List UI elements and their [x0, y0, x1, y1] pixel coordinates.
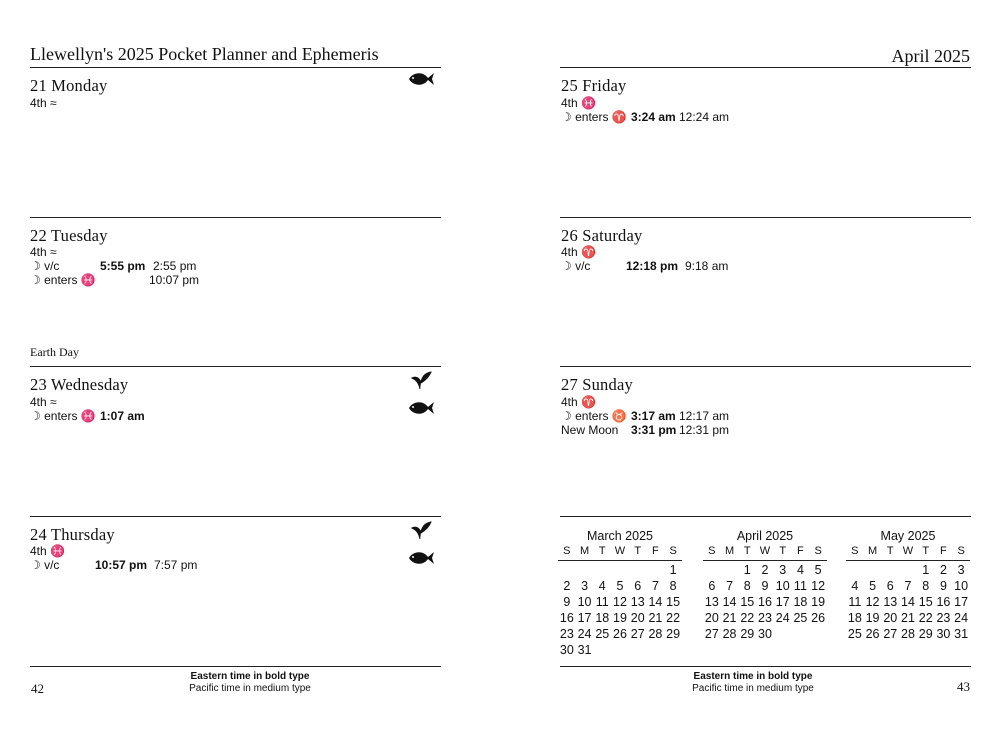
- weekday-label: T: [598, 545, 606, 557]
- weekday-header: [703, 544, 827, 559]
- calendar-day: 13: [883, 594, 898, 609]
- event-label: ☽ v/c: [30, 558, 60, 572]
- calendar-day: 19: [811, 594, 826, 609]
- footer-eastern-note: Eastern time in bold type: [190, 671, 310, 682]
- calendar-day: 7: [726, 578, 734, 593]
- calendar-day: 15: [740, 594, 755, 609]
- calendar-day: 22: [918, 610, 933, 625]
- mini-calendar-march: [558, 528, 682, 657]
- moon-phase-25: 4th ♓: [561, 96, 596, 110]
- calendar-day: 8: [669, 578, 677, 593]
- weekday-label: T: [886, 545, 894, 557]
- calendar-rule: [703, 560, 827, 561]
- pacific-time: 12:17 am: [679, 409, 730, 423]
- event-label: ☽ enters ♉: [561, 409, 627, 423]
- calendar-day: 21: [648, 610, 663, 625]
- calendar-day: 12: [613, 594, 627, 609]
- weekday-label: S: [708, 545, 716, 557]
- weekday-label: W: [902, 545, 914, 557]
- calendar-day: 13: [704, 594, 719, 609]
- pacific-time: 2:55 pm: [153, 259, 197, 273]
- calendar-day: [864, 563, 882, 578]
- calendar-day: 18: [595, 610, 610, 625]
- day-rule-22: [30, 217, 441, 218]
- page-number-right: 43: [957, 679, 970, 694]
- pacific-time: 12:31 pm: [679, 423, 730, 437]
- calendar-day: 9: [939, 578, 947, 593]
- day-title-22-tuesday: 22 Tuesday: [30, 226, 108, 245]
- calendar-day: 30: [936, 626, 951, 641]
- calendar-day: 5: [616, 578, 624, 593]
- weekday-label: S: [851, 545, 859, 557]
- calendar-day: 3: [957, 562, 965, 577]
- calendar-day: 4: [598, 578, 606, 593]
- calendar-day: 26: [613, 626, 627, 641]
- pacific-time: 12:24 am: [679, 110, 730, 124]
- eastern-time: 10:57 pm: [95, 558, 148, 572]
- calendar-day: 21: [901, 610, 915, 625]
- calendar-day: 5: [814, 562, 822, 577]
- calendar-day: 16: [936, 594, 951, 609]
- day-title-27-sunday: 27 Sunday: [561, 375, 633, 394]
- calendar-day: 12: [811, 578, 826, 593]
- moon-phase-26: 4th ♈: [561, 245, 596, 259]
- calendar-day: 14: [648, 594, 663, 609]
- event-label: ☽ v/c: [30, 259, 60, 273]
- calendar-day: 24: [577, 626, 592, 641]
- pacific-time: 7:57 pm: [154, 558, 198, 572]
- eastern-time: 3:24 am: [631, 110, 676, 124]
- calendar-day: 24: [775, 610, 790, 625]
- event-label: ☽ enters ♈: [561, 110, 627, 124]
- calendar-day: 13: [630, 594, 645, 609]
- weekday-label: T: [922, 545, 930, 557]
- calendar-day: 31: [954, 626, 969, 641]
- calendar-day: 23: [559, 626, 574, 641]
- moon-phase-22: 4th ≈: [30, 245, 57, 259]
- weekday-label: T: [779, 545, 787, 557]
- calendar-day: 20: [630, 610, 645, 625]
- mini-calendar-april: [703, 528, 827, 641]
- calendar-day: 3: [581, 578, 589, 593]
- calendar-title: April 2025: [736, 529, 794, 543]
- day-rule-27: [560, 366, 971, 367]
- calendar-day: 11: [595, 594, 609, 609]
- calendar-day: 20: [883, 610, 898, 625]
- day-title-26-saturday: 26 Saturday: [561, 226, 643, 245]
- calendar-day: 2: [563, 578, 571, 593]
- calendar-day: 23: [758, 610, 772, 625]
- calendar-day: 11: [793, 578, 807, 593]
- calendar-day: [629, 563, 647, 578]
- eastern-time: 5:55 pm: [100, 259, 146, 273]
- month-title: April 2025: [891, 46, 970, 66]
- mini-calendar-may: [846, 528, 970, 641]
- calendar-day: [899, 563, 917, 578]
- fish-icon: [407, 70, 435, 88]
- footer-rule-right: [560, 666, 971, 667]
- weekday-label: T: [743, 545, 751, 557]
- calendar-day: 26: [811, 610, 826, 625]
- calendar-day: 10: [577, 594, 592, 609]
- calendar-rule: [846, 560, 970, 561]
- calendar-day: 6: [708, 578, 716, 593]
- calendar-day: 3: [779, 562, 787, 577]
- pacific-time: 10:07 pm: [149, 273, 200, 287]
- calendar-day: 14: [722, 594, 737, 609]
- calendar-day: 8: [743, 578, 751, 593]
- calendar-rule: [558, 560, 682, 561]
- calendar-day: 19: [865, 610, 880, 625]
- calendar-rule: [560, 516, 971, 517]
- calendar-day: 17: [954, 594, 969, 609]
- day-rule-26: [560, 217, 971, 218]
- pacific-time: 9:18 am: [685, 259, 729, 273]
- calendar-day: 14: [901, 594, 915, 609]
- calendar-day: 4: [851, 578, 859, 593]
- day-rule-24: [30, 516, 441, 517]
- calendar-days: [558, 563, 682, 658]
- day-title-21-monday: 21 Monday: [30, 76, 108, 95]
- calendar-day: 20: [704, 610, 719, 625]
- calendar-day: 27: [883, 626, 898, 641]
- eastern-time: 3:17 am: [631, 409, 676, 423]
- calendar-day: 23: [936, 610, 951, 625]
- calendar-day: 28: [648, 626, 663, 641]
- calendar-day: 1: [669, 562, 677, 577]
- calendar-day: 18: [847, 610, 862, 625]
- calendar-day: [881, 563, 899, 578]
- moon-phase-23: 4th ≈: [30, 395, 57, 409]
- moon-phase-21: 4th ≈: [30, 96, 57, 110]
- calendar-day: 12: [865, 594, 880, 609]
- weekday-label: T: [634, 545, 642, 557]
- weekday-label: F: [652, 545, 659, 557]
- event-label: ☽ v/c: [561, 259, 591, 273]
- weekday-label: S: [814, 545, 822, 557]
- calendar-day: 27: [630, 626, 645, 641]
- calendar-day: [703, 563, 721, 578]
- calendar-day: 25: [847, 626, 862, 641]
- weekday-label: M: [867, 545, 878, 557]
- calendar-day: 6: [634, 578, 642, 593]
- calendar-day: 21: [722, 610, 737, 625]
- calendar-day: 15: [666, 594, 681, 609]
- calendar-day: 7: [651, 578, 659, 593]
- calendar-day: 1: [922, 562, 930, 577]
- weekday-label: S: [669, 545, 677, 557]
- calendar-day: [647, 563, 665, 578]
- weekday-label: F: [940, 545, 947, 557]
- calendar-day: [558, 563, 576, 578]
- calendar-day: 29: [918, 626, 933, 641]
- calendar-day: 31: [577, 642, 592, 657]
- calendar-day: 29: [740, 626, 755, 641]
- calendar-day: 7: [904, 578, 912, 593]
- calendar-day: 11: [848, 594, 862, 609]
- weekday-label: F: [797, 545, 804, 557]
- event-label: ☽ enters ♓: [30, 409, 96, 423]
- calendar-day: 5: [869, 578, 877, 593]
- holiday-note: Earth Day: [30, 345, 79, 359]
- moon-phase-27: 4th ♈: [561, 395, 596, 409]
- event-label: New Moon: [561, 423, 619, 437]
- leaf-icon: [409, 520, 433, 540]
- calendar-day: [721, 563, 739, 578]
- calendar-day: 9: [761, 578, 769, 593]
- weekday-label: S: [563, 545, 571, 557]
- calendar-day: 30: [758, 626, 772, 641]
- calendar-day: 9: [563, 594, 571, 609]
- calendar-days: [846, 563, 970, 642]
- fish-icon: [407, 549, 435, 567]
- weekday-label: M: [724, 545, 735, 557]
- fish-icon: [407, 399, 435, 417]
- calendar-day: 18: [793, 594, 808, 609]
- calendar-day: [611, 563, 629, 578]
- day-title-23-wednesday: 23 Wednesday: [30, 375, 129, 394]
- calendar-title: March 2025: [586, 529, 653, 543]
- calendar-day: 19: [613, 610, 627, 625]
- calendar-day: 10: [954, 578, 969, 593]
- footer-rule-left: [30, 666, 441, 667]
- calendar-day: 27: [704, 626, 719, 641]
- event-label: ☽ enters ♓: [30, 273, 96, 287]
- calendar-day: 29: [666, 626, 681, 641]
- calendar-day: 25: [595, 626, 610, 641]
- calendar-day: 26: [865, 626, 880, 641]
- weekday-label: M: [579, 545, 590, 557]
- page-number-left: 42: [31, 681, 44, 696]
- calendar-day: 25: [793, 610, 808, 625]
- header-rule-right: [560, 67, 971, 68]
- header-rule-left: [30, 67, 441, 68]
- calendar-day: 28: [901, 626, 915, 641]
- eastern-time: 12:18 pm: [626, 259, 679, 273]
- weekday-label: W: [614, 545, 626, 557]
- calendar-day: 6: [886, 578, 894, 593]
- calendar-day: 17: [577, 610, 592, 625]
- day-rule-23: [30, 366, 441, 367]
- weekday-label: S: [957, 545, 965, 557]
- calendar-day: [846, 563, 864, 578]
- leaf-icon: [409, 370, 433, 390]
- calendar-title: May 2025: [880, 529, 936, 543]
- moon-phase-24: 4th ♓: [30, 544, 65, 558]
- calendar-day: [593, 563, 611, 578]
- weekday-label: W: [759, 545, 771, 557]
- calendar-day: 28: [722, 626, 737, 641]
- eastern-time: 1:07 am: [100, 409, 145, 423]
- eastern-time: 3:31 pm: [631, 423, 677, 437]
- calendar-day: 22: [740, 610, 755, 625]
- calendar-days: [703, 563, 827, 642]
- calendar-day: 17: [775, 594, 790, 609]
- calendar-day: [576, 563, 594, 578]
- calendar-day: 16: [758, 594, 772, 609]
- calendar-day: 4: [796, 562, 804, 577]
- day-title-25-friday: 25 Friday: [561, 76, 627, 95]
- footer-pacific-note: Pacific time in medium type: [189, 683, 311, 694]
- calendar-day: 2: [939, 562, 947, 577]
- calendar-day: 24: [954, 610, 969, 625]
- calendar-day: 30: [559, 642, 574, 657]
- calendar-day: 22: [666, 610, 681, 625]
- calendar-day: 1: [743, 562, 751, 577]
- calendar-day: 16: [559, 610, 574, 625]
- footer-eastern-note: Eastern time in bold type: [693, 671, 813, 682]
- calendar-day: 15: [918, 594, 933, 609]
- footer-pacific-note: Pacific time in medium type: [692, 683, 814, 694]
- calendar-day: 8: [922, 578, 930, 593]
- weekday-header: [846, 544, 970, 559]
- calendar-day: 10: [775, 578, 790, 593]
- day-title-24-thursday: 24 Thursday: [30, 525, 115, 544]
- planner-title: Llewellyn's 2025 Pocket Planner and Ephemeris: [30, 44, 379, 64]
- calendar-day: 2: [761, 562, 769, 577]
- weekday-header: [558, 544, 682, 559]
